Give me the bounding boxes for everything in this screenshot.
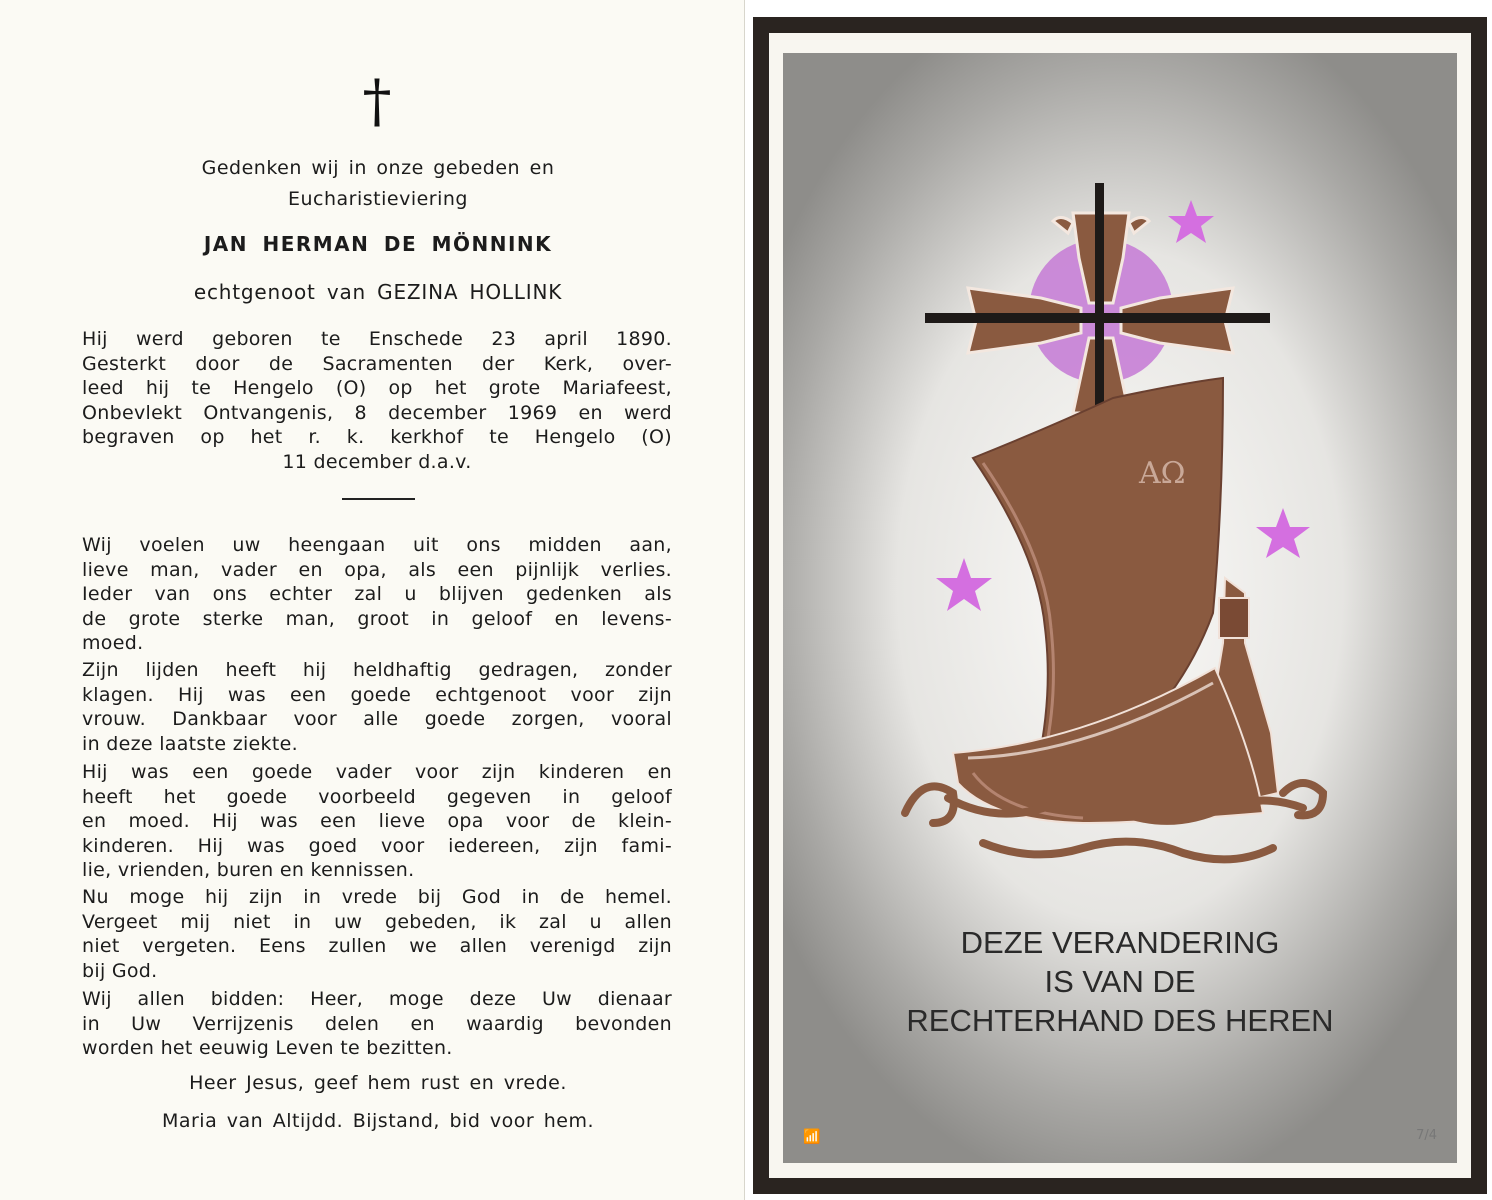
paragraph-4 bbox=[82, 885, 672, 983]
text-line: Ieder van ons echter zal u blijven gedenken als bbox=[82, 583, 672, 605]
motto-line: DEZE VERANDERING bbox=[960, 925, 1280, 960]
text-line: lieve man, vader en opa, als een pijnlijk verlies. bbox=[82, 558, 672, 581]
text-line: Gesterkt door de Sacramenten der Kerk, over- bbox=[82, 352, 672, 375]
spouse-line: echtgenoot van GEZINA HOLLINK bbox=[193, 280, 563, 304]
text-line: Zijn lijden heeft hij heldhaftig gedragen, zonder bbox=[82, 659, 672, 681]
paragraph-5 bbox=[82, 987, 672, 1061]
text-line: bij God. bbox=[82, 959, 158, 982]
motto-text bbox=[783, 923, 1457, 1040]
memorial-card-image-side bbox=[753, 17, 1487, 1194]
print-number: 7/4 bbox=[1416, 1128, 1437, 1143]
deceased-name: JAN HERMAN DE MÖNNINK bbox=[203, 232, 553, 256]
motto-line: IS VAN DE bbox=[1044, 964, 1196, 999]
paragraph-3 bbox=[82, 760, 672, 883]
text-line: Wij voelen uw heengaan uit ons midden aan, bbox=[82, 534, 672, 556]
motto-line: RECHTERHAND DES HEREN bbox=[906, 1003, 1334, 1038]
star-icon bbox=[936, 558, 992, 611]
text-line: de grote sterke man, groot in geloof en levens- bbox=[82, 607, 672, 630]
paragraph-2 bbox=[82, 658, 672, 756]
text-line: worden het eeuwig Leven te bezitten. bbox=[82, 1037, 453, 1059]
text-line: lie, vrienden, buren en kennissen. bbox=[82, 859, 415, 881]
text-line: 11 december d.a.v. bbox=[282, 450, 472, 473]
star-icon bbox=[1256, 508, 1310, 558]
divider bbox=[342, 498, 415, 500]
text-line: Nu moge hij zijn in vrede bij God in de hemel. bbox=[82, 886, 672, 908]
intro-line: Gedenken wij in onze gebeden en bbox=[201, 157, 555, 179]
text-line: kinderen. Hij was goed voor iedereen, zijn fami- bbox=[82, 834, 672, 857]
publisher-mark-icon: 📶 bbox=[803, 1129, 821, 1145]
text-line: moed. bbox=[82, 632, 144, 654]
text-line: Hij was een goede vader voor zijn kinderen en bbox=[82, 761, 672, 783]
sail-monogram: AΩ bbox=[1139, 456, 1186, 491]
illustration-panel bbox=[783, 53, 1457, 1163]
text-line: begraven op het r. k. kerkhof te Hengelo (O) bbox=[82, 426, 672, 448]
text-line: klagen. Hij was een goede echtgenoot voor zijn bbox=[82, 683, 672, 706]
text-line: niet vergeten. Eens zullen we allen verenigd zijn bbox=[82, 935, 672, 957]
text-line: Hij werd geboren te Enschede 23 april 1890. bbox=[82, 328, 672, 350]
text-line: in deze laatste ziekte. bbox=[82, 732, 298, 755]
memorial-card-text-side bbox=[0, 0, 745, 1200]
text-line: in Uw Verrijzenis delen en waardig bevonden bbox=[82, 1012, 672, 1035]
text-line: heeft het goede voorbeeld gegeven in geloof bbox=[82, 785, 672, 808]
text-line: vrouw. Dankbaar voor alle goede zorgen, vooral bbox=[82, 708, 672, 730]
text-line: Onbevlekt Ontvangenis, 8 december 1969 en werd bbox=[82, 401, 672, 424]
text-line: en moed. Hij was een lieve opa voor de klein- bbox=[82, 810, 672, 832]
text-line: leed hij te Hengelo (O) op het grote Mariafeest, bbox=[82, 377, 672, 399]
intro-line: Eucharistieviering bbox=[288, 188, 468, 210]
closing-invocation: Maria van Altijdd. Bijstand, bid voor hem. bbox=[161, 1110, 595, 1132]
text-line: Vergeet mij niet in uw gebeden, ik zal u allen bbox=[82, 910, 672, 933]
closing-prayer: Heer Jesus, geef hem rust en vrede. bbox=[189, 1072, 567, 1094]
star-icon bbox=[1168, 200, 1214, 243]
bio-paragraph bbox=[82, 327, 672, 474]
intro-text bbox=[80, 153, 676, 215]
paragraph-1 bbox=[82, 533, 672, 656]
cross-icon: † bbox=[362, 67, 392, 135]
text-line: Wij allen bidden: Heer, moge deze Uw dienaar bbox=[82, 988, 672, 1010]
